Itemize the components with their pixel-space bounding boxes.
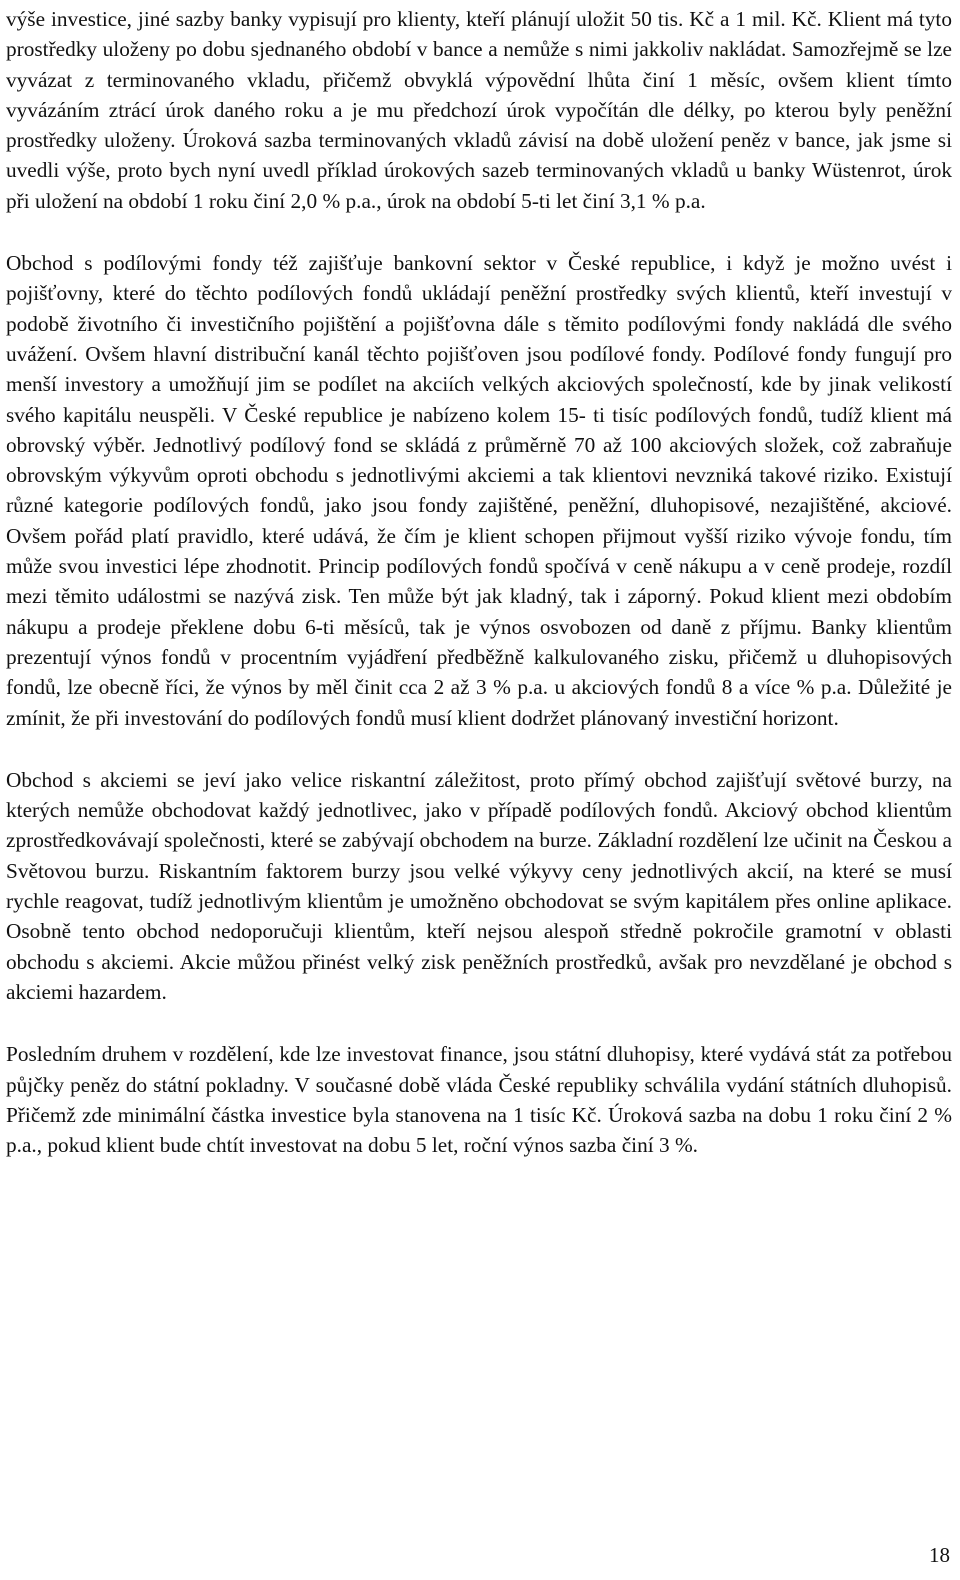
document-page xyxy=(6,4,952,1192)
page-number: 18 xyxy=(929,1543,950,1567)
paragraph-stocks: Obchod s akciemi se jeví jako velice riskantní záležitost, proto přímý obchod zajišťují světové burzy, na kterých nemůže obchodovat každý jednotlivec, jako v případě podílových fondů. Akciový obchod klientům zprostředkovávají společnosti, které se zabývají obchodem na burze. Základní rozdělení lze učinit na Českou a Světovou burzu. Riskantním faktorem burzy jsou velké výkyvy ceny jednotlivých akcií, na které se musí rychle reagovat, tudíž jednotlivým klientům je umožněno obchodovat se svým kapitálem přes online aplikace. Osobně tento obchod nedoporučuji klientům, kteří nejsou alespoň středně pokročile gramotní v oblasti obchodu s akciemi. Akcie můžou přinést velký zisk peněžních prostředků, avšak pro nevzdělané je obchod s akciemi hazardem. xyxy=(6,767,952,1004)
paragraph-government-bonds: Posledním druhem v rozdělení, kde lze investovat finance, jsou státní dluhopisy, které vydává stát za potřebou půjčky peněz do státní pokladny. V současné době vláda České republiky schválila vydání státních dluhopisů. Přičemž zde minimální částka investice byla stanovena na 1 tisíc Kč. Úroková sazba na dobu 1 roku činí 2 % p.a., pokud klient bude chtít investovat na dobu 5 let, roční výnos sazba činí 3 %. xyxy=(6,1042,952,1158)
paragraph-mutual-funds: Obchod s podílovými fondy též zajišťuje bankovní sektor v České republice, i když je možno uvést i pojišťovny, které do těchto podílových fondů ukládají peněžní prostředky svých klientů, kteří investují v podobě životního či investičního pojištění a pojišťovna dále s těmito podílovými fondy nakládá dle svého uvážení. Ovšem hlavní distribuční kanál těchto pojišťoven jsou podílové fondy. Podílové fondy fungují pro menší investory a umožňují jim se podílet na akciích velkých akciových společností, kde by jinak velikostí svého kapitálu neuspěli. V České republice je nabízeno kolem 15- ti tisíc podílových fondů, tudíž klient má obrovský výběr. Jednotlivý podílový fond se skládá z průměrně 70 až 100 akciových složek, což zabraňuje obrovským výkyvům oproti obchodu s jednotlivými akciemi a tak klientovi nevzniká takové riziko. Existují různé kategorie podílových fondů, jako jsou fondy zajištěné, peněžní, dluhopisové, nezajištěné, akciové. Ovšem pořád platí pravidlo, které udává, že čím je klient schopen přijmout vyšší riziko vývoje fondu, tím může svou investici lépe zhodnotit. Princip podílových fondů spočívá v ceně nákupu a v ceně prodeje, rozdíl mezi těmito událostmi se nazývá zisk. Ten může být jak kladný, tak i záporný. Pokud klient mezi obdobím nákupu a prodeje překlene dobu 6-ti měsíců, tak je výnos osvobozen od daně z příjmu. Banky klientům prezentují výnos fondů v procentním vyjádření předběžně kalkulovaného zisku, přičemž u dluhopisových fondů, lze obecně říci, že výnos by měl činit cca 2 až 3 % p.a. u akciových fondů 8 a více % p.a. Důležité je zmínit, že při investování do podílových fondů musí klient dodržet plánovaný investiční horizont. xyxy=(6,251,952,730)
paragraph-term-deposits: výše investice, jiné sazby banky vypisují pro klienty, kteří plánují uložit 50 tis. Kč a 1 mil. Kč. Klient má tyto prostředky uloženy po dobu sjednaného období v bance a nemůže s nimi jakkoliv nakládat. Samozřejmě se lze vyvázat z terminovaného vkladu, přičemž obvyklá výpovědní lhůta činí 1 měsíc, ovšem klient tímto vyvázáním ztrácí úrok daného roku a je mu předchozí úrok vypočítán dle délky, po kterou byly peněžní prostředky uloženy. Úroková sazba terminovaných vkladů závisí na době uložení peněz v bance, jak jsme si uvedli výše, proto bych nyní uvedl příklad úrokových sazeb terminovaných vkladů u banky Wüstenrot, úrok při uložení na období 1 roku činí 2,0 % p.a., úrok na období 5-ti let činí 3,1 % p.a. xyxy=(6,7,952,213)
